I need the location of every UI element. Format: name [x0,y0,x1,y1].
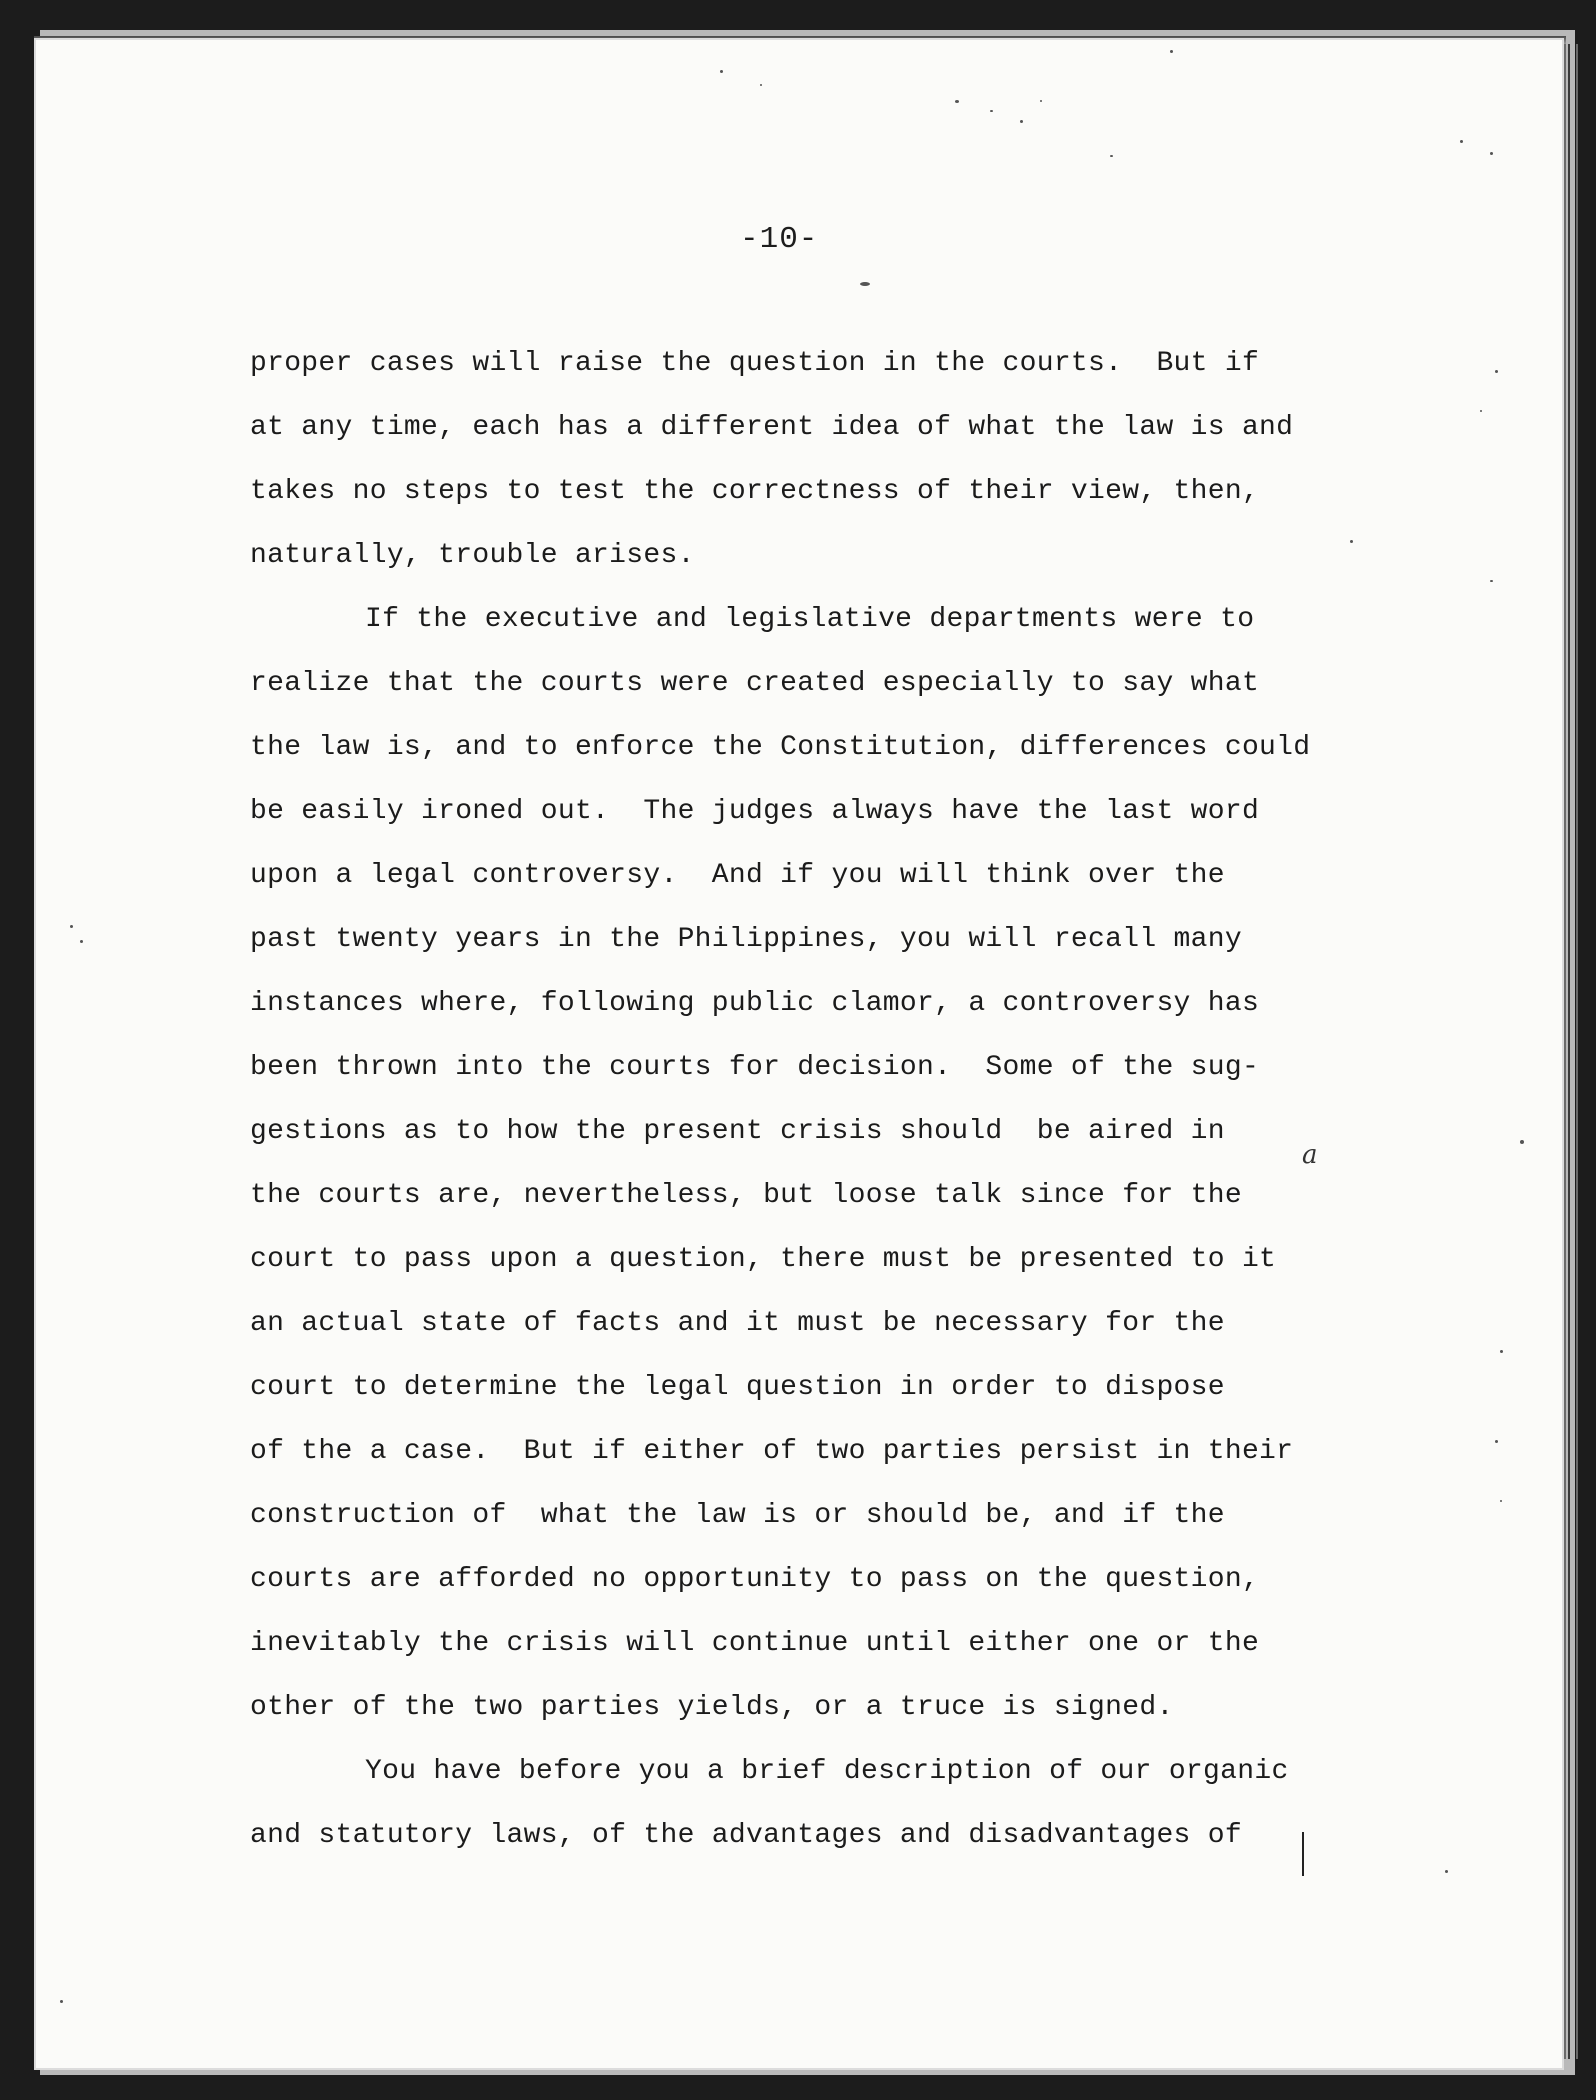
text-line: the law is, and to enforce the Constitution, differences could [250,732,1311,763]
scan-speck [1170,50,1173,53]
scan-speck [1445,1870,1448,1873]
scan-speck [80,940,83,943]
page-number: -10- [740,222,819,257]
scan-speck [1460,140,1463,143]
scan-speck [860,282,870,286]
scan-speck [70,925,73,928]
text-line: proper cases will raise the question in the courts. But if [250,348,1260,379]
text-line: been thrown into the courts for decision. Some of the sug- [250,1052,1260,1083]
text-line: at any time, each has a different idea of what the law is and [250,412,1294,443]
text-line: naturally, trouble arises. [250,540,695,571]
scan-speck [760,84,762,86]
scan-speck [1480,410,1482,412]
scan-speck [1110,155,1113,157]
text-line: upon a legal controversy. And if you will think over the [250,860,1225,891]
text-line: and statutory laws, of the advantages and disadvantages of [250,1820,1242,1851]
text-line: courts are afforded no opportunity to pass on the question, [250,1564,1260,1595]
text-line: of the a case. But if either of two parties persist in their [250,1436,1294,1467]
text-line: instances where, following public clamor, a controversy has [250,988,1260,1019]
text-line: the courts are, nevertheless, but loose talk since for the [250,1180,1242,1211]
scan-speck [1500,1500,1502,1502]
text-line: court to determine the legal question in order to dispose [250,1372,1225,1403]
margin-mark [1302,1832,1304,1876]
text-line: realize that the courts were created especially to say what [250,668,1260,699]
scan-speck [1500,1350,1503,1353]
scan-speck [1040,100,1042,102]
scan-speck [1520,1140,1524,1144]
text-line: past twenty years in the Philippines, you will recall many [250,924,1242,955]
scan-speck [1020,120,1023,123]
text-line: takes no steps to test the correctness of their view, then, [250,476,1260,507]
text-line: inevitably the crisis will continue until either one or the [250,1628,1260,1659]
scan-speck [720,70,723,73]
stacked-page-edge [1568,44,1578,2059]
paragraph-first-line: You have before you a brief description of our organic [365,1756,1289,1787]
text-line: gestions as to how the present crisis should be aired in [250,1116,1225,1147]
scan-speck [1495,370,1498,373]
scan-speck [990,110,993,112]
scan-speck [1490,152,1493,155]
scan-speck [955,100,959,103]
scan-speck [60,2000,63,2003]
paragraph-first-line: If the executive and legislative departments were to [365,604,1255,635]
text-line: an actual state of facts and it must be necessary for the [250,1308,1225,1339]
scan-speck [1490,580,1493,582]
scan-speck [1350,540,1353,543]
text-line: other of the two parties yields, or a truce is signed. [250,1692,1174,1723]
text-line: be easily ironed out. The judges always have the last word [250,796,1260,827]
handwritten-correction: a [1302,1140,1318,1170]
scan-speck [1495,1440,1498,1443]
text-line: construction of what the law is or should be, and if the [250,1500,1225,1531]
text-line: court to pass upon a question, there must be presented to it [250,1244,1277,1275]
